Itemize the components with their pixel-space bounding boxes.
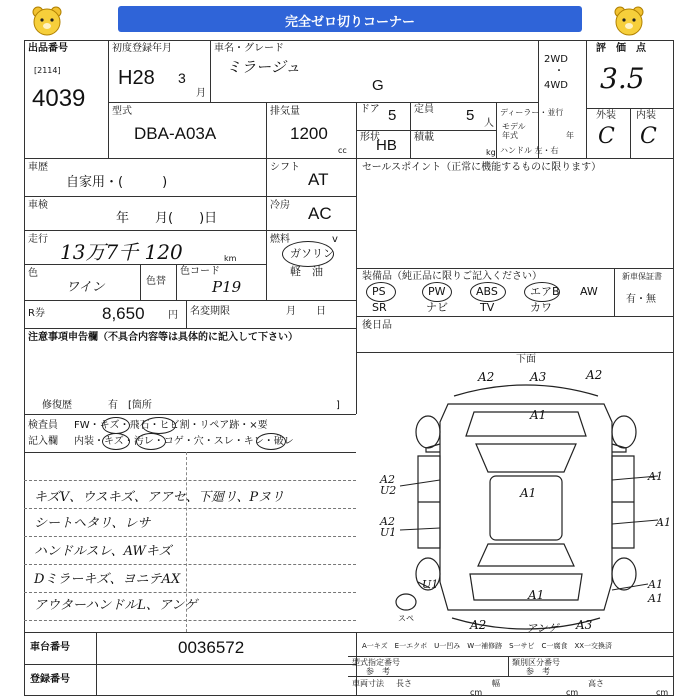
name-change-label: 名変期限 — [190, 306, 230, 317]
inspection-label: 車検 — [28, 200, 48, 211]
first-registration-label: 初度登録年月 — [112, 43, 172, 54]
fuel-diesel: 軽 油 — [290, 265, 323, 278]
mileage-value: 13万7千 120 — [60, 240, 183, 264]
ref-2: 参 考 — [526, 667, 550, 676]
mark-a3-top: A3 — [530, 370, 547, 384]
warranty-value: 有・無 — [626, 294, 656, 305]
mark-a2-top-right: A2 — [586, 368, 603, 382]
equip-leather: カワ — [530, 301, 552, 314]
registration-month: 3 — [178, 70, 186, 86]
spare-label: スペ — [398, 614, 414, 623]
registration-number-label: 登録番号 — [30, 674, 70, 685]
length-label: 長さ — [396, 679, 412, 688]
grade: G — [372, 77, 384, 94]
mark-a1-right-mid: A1 — [656, 516, 671, 529]
model-cert-label: 型式指定番号 — [352, 658, 400, 667]
equip-abs-circle — [470, 282, 506, 302]
lot-number-label: 出品番号 — [28, 43, 68, 54]
width-label: 幅 — [492, 679, 500, 688]
inspection-value: 年 月( )日 — [116, 211, 218, 226]
lot-number: 4039 — [32, 85, 86, 112]
repair-history-label: 修復歴 — [42, 400, 72, 411]
type-label: 型式 — [112, 106, 132, 117]
equip-abs: ABS — [476, 285, 498, 298]
equip-navi: ナビ — [426, 301, 448, 314]
model-year-unit: 年 — [566, 131, 574, 140]
handwritten-note-3: ハンドルスレ、AWキズ — [34, 544, 172, 559]
fuel-check-mark: v — [332, 234, 338, 245]
warranty-label: 新車保証書 — [622, 272, 662, 281]
dimensions-label: 車両寸法 — [352, 679, 384, 688]
mark-circle-3 — [102, 433, 130, 450]
exterior-label: 外装 — [596, 110, 616, 121]
equip-ps-circle — [366, 282, 396, 302]
mark-circle-1 — [102, 417, 130, 434]
mark-a1-right-upper: A1 — [648, 470, 663, 483]
month-unit: 月 — [196, 88, 206, 99]
mark-a2u2-left: A2 U2 — [380, 473, 397, 497]
inspector-row-1: FW・キズ・飛石・ヒビ割・リペア跡・×要 — [74, 420, 268, 431]
rear-items-label: 後日品 — [362, 320, 392, 331]
fuel-circle-mark — [282, 241, 334, 267]
mark-circle-4 — [136, 433, 166, 450]
banner — [118, 6, 582, 32]
model-grade-label: 車名・グレード — [214, 43, 284, 54]
fuel-gasoline: ガソリン — [290, 247, 334, 260]
equip-sr: SR — [372, 301, 387, 314]
capacity-unit: 人 — [484, 118, 494, 129]
door-value: 5 — [388, 107, 397, 124]
notes-label: 注意事項申告欄（不具合内容等は具体的に記入して下さい） — [28, 332, 298, 343]
inspector-row-2: 内装・キズ・汚レ・コゲ・穴・スレ・キレ・破レ — [74, 436, 294, 447]
mark-circle-2 — [142, 417, 176, 434]
equip-airbag-circle — [524, 282, 560, 302]
ref-1: 参 考 — [366, 667, 390, 676]
mark-a3-bottom: A3 — [576, 618, 593, 632]
equip-pw: PW — [428, 285, 446, 298]
type-value: DBA-A03A — [134, 124, 217, 143]
model-year-label: モデル — [502, 122, 526, 131]
car-damage-diagram — [378, 352, 674, 636]
color-code-label: 色コード — [180, 266, 220, 277]
repair-history-close: ] — [336, 400, 340, 411]
shift-value: AT — [308, 170, 329, 189]
model-year-label-2: 年式 — [502, 131, 518, 140]
height-label: 高さ — [588, 679, 604, 688]
handle-label: ハンドル 左・右 — [500, 146, 559, 155]
name-change-value: 月 日 — [286, 306, 326, 317]
type-class-label: 類別区分番号 — [512, 658, 560, 667]
exterior-score: C — [598, 124, 615, 149]
mark-a1-right-bottom: A1 — [648, 592, 663, 605]
ac-label: 冷房 — [270, 200, 290, 211]
equip-ps: PS — [372, 285, 386, 298]
fuel-label: 燃料 — [270, 234, 290, 245]
load-label: 積載 — [414, 132, 434, 143]
repair-history-value: 有 [箇所 — [108, 400, 152, 411]
displacement-unit: cc — [338, 146, 347, 155]
handwritten-note-5: アウターハンドルL、アンゲ — [34, 598, 198, 613]
score-label: 評 価 点 — [596, 43, 646, 54]
length-unit: cm — [470, 688, 483, 697]
color-code-value: P19 — [212, 278, 242, 296]
history-value: 自家用・( ) — [66, 175, 168, 190]
recycle-unit: 円 — [168, 310, 178, 321]
diagram-top-label: 下面 — [516, 354, 536, 365]
lot-sub-number: [2114] — [34, 66, 61, 75]
capacity-label: 定員 — [414, 104, 434, 115]
recycle-label: R券 — [28, 308, 45, 319]
mileage-label: 走行 — [28, 234, 48, 245]
door-label: ドア — [360, 104, 380, 115]
dealer-label: ディーラー・並行 — [500, 108, 564, 117]
mark-bumper-note: アンゲ — [526, 622, 559, 635]
mark-a1-roof: A1 — [520, 486, 537, 500]
load-unit: kg — [486, 148, 496, 157]
mileage-unit: km — [224, 254, 237, 263]
mark-a1-right-lower: A1 — [648, 578, 663, 591]
capacity-value: 5 — [466, 107, 475, 124]
sales-point-label: セールスポイント（正常に機能するものに限ります） — [362, 162, 602, 173]
damage-legend: A一キズ E一エクボ U一凹み W一補修跡 S一サビ C一腐食 XX一交換済 — [362, 642, 613, 650]
mark-a2u1-left: A2 U1 — [380, 515, 397, 539]
mascot-left-icon — [30, 4, 64, 38]
history-label: 車歴 — [28, 162, 48, 173]
chassis-number-value: 0036572 — [178, 638, 245, 657]
mascot-right-icon — [612, 4, 646, 38]
shift-label: シフト — [270, 162, 300, 173]
chassis-number-label: 車台番号 — [30, 642, 70, 653]
mark-a2-bottom-left: A2 — [470, 618, 487, 632]
color-value: ワイン — [66, 280, 105, 295]
ac-value: AC — [308, 204, 332, 223]
inspector-entry-label: 記入欄 — [28, 436, 58, 447]
overall-score: 3.5 — [600, 62, 645, 95]
displacement-value: 1200 — [290, 124, 328, 143]
shape-label: 形状 — [360, 132, 380, 143]
displacement-label: 排気量 — [270, 106, 300, 117]
width-unit: cm — [566, 688, 579, 697]
color-change-label: 色替 — [146, 276, 166, 287]
model-name: ミラージュ — [226, 58, 301, 76]
height-unit: cm — [656, 688, 669, 697]
recycle-value: 8,650 — [102, 304, 145, 323]
mark-a2-top-left: A2 — [478, 370, 495, 384]
handwritten-note-right: 下廻リ、Pヌリ — [198, 490, 285, 505]
drive-dot: ・ — [554, 66, 564, 77]
interior-score: C — [640, 124, 657, 149]
banner-title: 完全ゼロ切りコーナー — [284, 15, 415, 30]
color-label: 色 — [28, 268, 38, 279]
registration-year: H28 — [118, 67, 155, 89]
inspector-label: 検査員 — [28, 420, 58, 431]
mark-u1-lower-left: U1 — [422, 578, 439, 591]
equip-airbag: エアB — [530, 285, 560, 298]
mark-circle-5 — [256, 433, 286, 450]
drive-2wd: 2WD — [544, 54, 568, 65]
mark-a1-trunk: A1 — [528, 588, 545, 602]
handwritten-note-2: シートヘタリ、レサ — [34, 516, 151, 531]
mark-a1-hood: A1 — [530, 408, 547, 422]
drive-4wd: 4WD — [544, 80, 568, 91]
equip-tv: TV — [480, 301, 495, 314]
handwritten-note-1: キズV、ウスキズ、アアセ、 — [34, 490, 199, 505]
equip-aw: AW — [580, 285, 598, 298]
interior-label: 内装 — [636, 110, 656, 121]
equipment-label: 装備品（純正品に限りご記入ください） — [362, 271, 542, 282]
equip-pw-circle — [422, 282, 452, 302]
handwritten-note-4: Dミラーキズ、ヨニテAX — [34, 572, 181, 587]
shape-value: HB — [376, 137, 397, 154]
